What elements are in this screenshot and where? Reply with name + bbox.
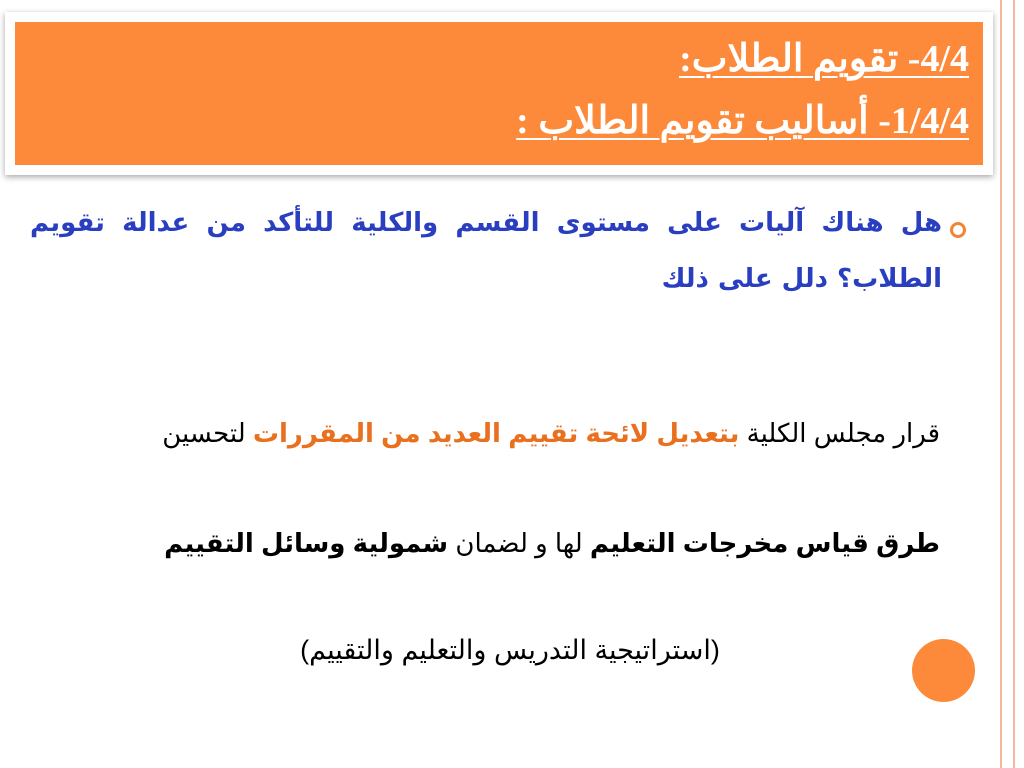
paragraph-methods — [40, 528, 940, 559]
title-banner — [15, 22, 983, 165]
paragraph-methods-part3: شمولية وسائل التقييم — [164, 528, 449, 558]
paragraph-methods-part1: طرق قياس مخرجات التعليم — [589, 528, 940, 558]
paragraph-decision — [40, 418, 940, 449]
title-line-1: 4/4- تقويم الطلاب: — [679, 38, 969, 80]
decorative-line — [1000, 0, 1002, 768]
paragraph-decision-highlight: بتعديل لائحة تقييم العديد من المقررات — [252, 418, 740, 448]
paragraph-methods-part2: لها و لضمان — [448, 528, 590, 558]
paragraph-decision-part1: قرار مجلس الكلية — [739, 418, 940, 448]
decorative-circle-icon — [912, 639, 975, 702]
paragraph-strategy: (استراتيجية التدريس والتعليم والتقييم) — [300, 635, 720, 665]
bullet-question: هل هناك آليات على مستوى القسم والكلية للتأكد من عدالة تقويم الطلاب؟ دلل على ذلك — [30, 208, 942, 294]
paragraph-decision-part3: لتحسين — [162, 418, 253, 448]
title-line-2: 1/4/4- أساليب تقويم الطلاب : — [516, 100, 969, 142]
decorative-line — [1013, 0, 1015, 768]
bullet-ring-icon — [950, 222, 966, 238]
title-frame — [5, 12, 993, 175]
